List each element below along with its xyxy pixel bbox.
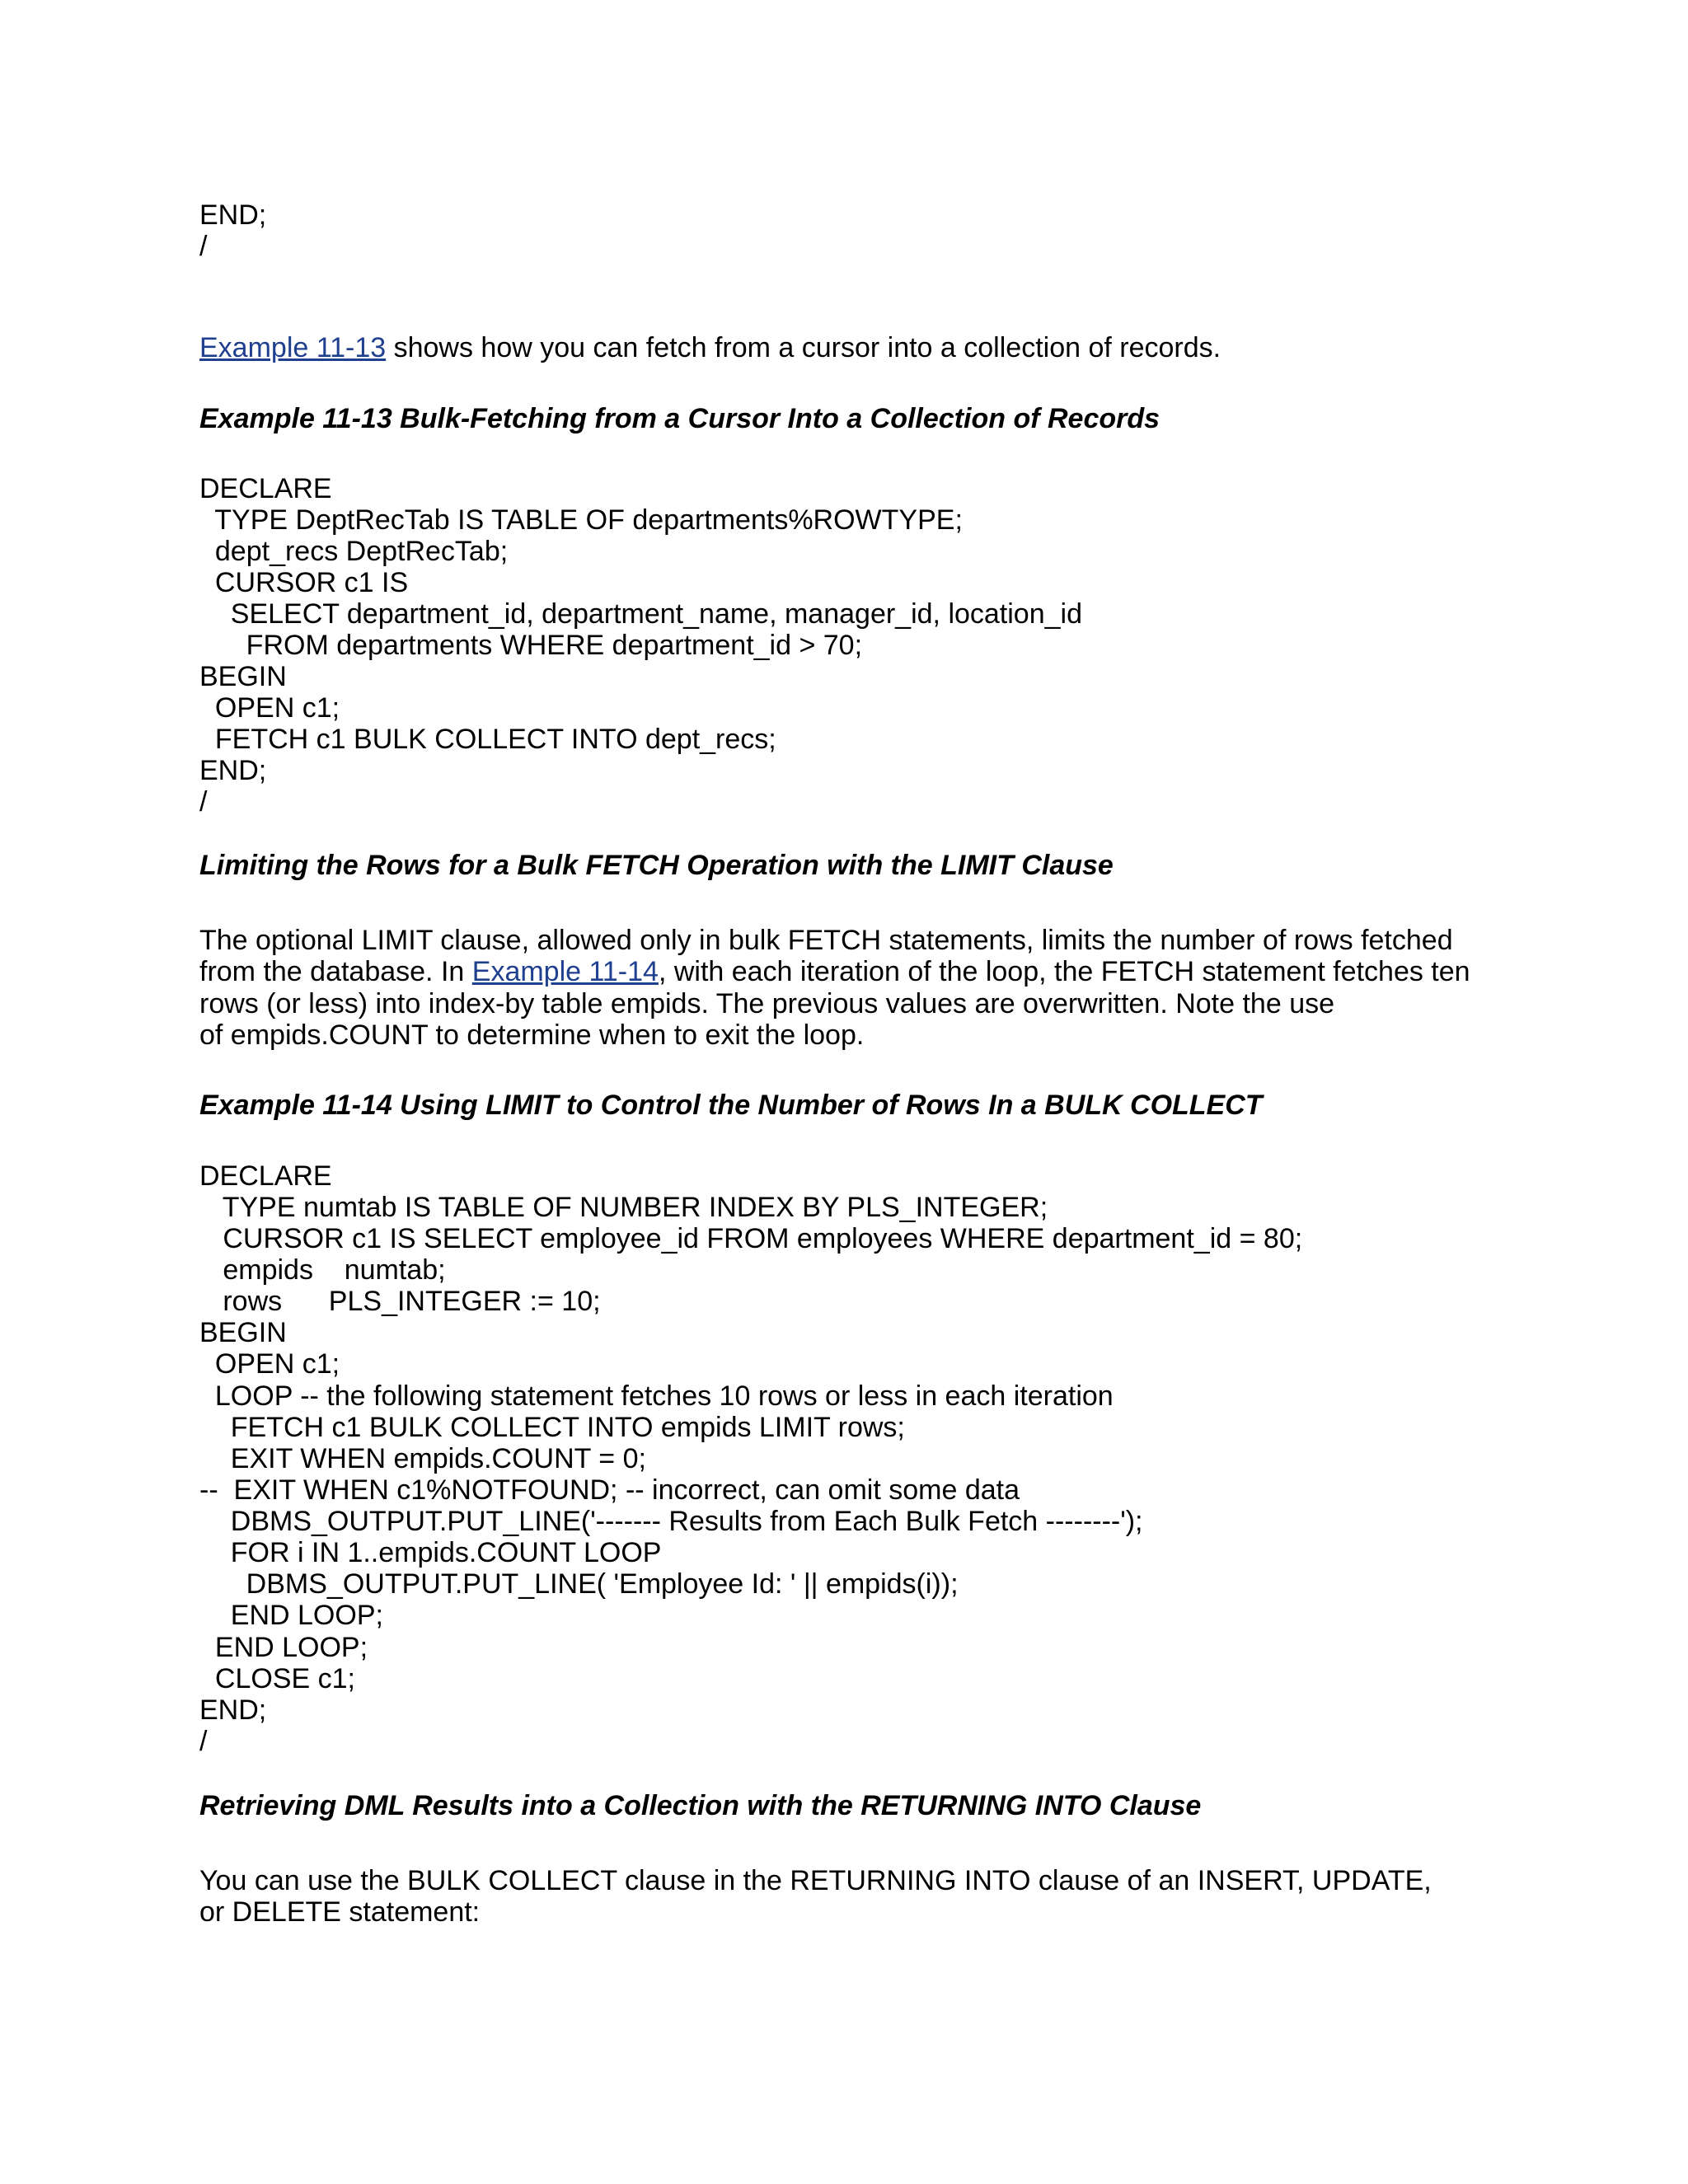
paragraph-line [199, 956, 1470, 987]
intro-text: shows how you can fetch from a cursor into a collection of records. [386, 332, 1221, 363]
code-line: TYPE numtab IS TABLE OF NUMBER INDEX BY PLS_INTEGER; [199, 1192, 1048, 1223]
code-line: / [199, 786, 208, 818]
code-line: rows PLS_INTEGER := 10; [199, 1286, 601, 1317]
code-line: FROM departments WHERE department_id > 70; [199, 630, 863, 661]
code-line: TYPE DeptRecTab IS TABLE OF departments%ROWTYPE; [199, 504, 963, 536]
code-line: dept_recs DeptRecTab; [199, 536, 509, 567]
limit-section-heading: Limiting the Rows for a Bulk FETCH Operation with the LIMIT Clause [199, 850, 1114, 881]
code-line: END; [199, 1694, 267, 1726]
code-line: empids numtab; [199, 1254, 446, 1286]
code-line: DBMS_OUTPUT.PUT_LINE('------- Results from Each Bulk Fetch --------'); [199, 1506, 1143, 1537]
example-11-13-link[interactable]: Example 11-13 [199, 332, 387, 363]
code-line: -- EXIT WHEN c1%NOTFOUND; -- incorrect, can omit some data [199, 1474, 1020, 1506]
code-line: FETCH c1 BULK COLLECT INTO empids LIMIT rows; [199, 1412, 905, 1443]
code-line: FETCH c1 BULK COLLECT INTO dept_recs; [199, 724, 776, 755]
paragraph-line: The optional LIMIT clause, allowed only in bulk FETCH statements, limits the number of rows fetched [199, 925, 1453, 956]
paragraph-line: rows (or less) into index-by table empids. The previous values are overwritten. Note the use [199, 988, 1335, 1019]
example-11-14-link[interactable]: Example 11-14 [471, 956, 659, 987]
code-line: CLOSE c1; [199, 1663, 355, 1694]
code-line: BEGIN [199, 1317, 287, 1348]
code-line: FOR i IN 1..empids.COUNT LOOP [199, 1537, 662, 1568]
code-line: CURSOR c1 IS [199, 567, 409, 598]
returning-section-heading: Retrieving DML Results into a Collection with the RETURNING INTO Clause [199, 1790, 1202, 1821]
code-line: CURSOR c1 IS SELECT employee_id FROM employees WHERE department_id = 80; [199, 1223, 1303, 1254]
code-line: END; [199, 199, 267, 231]
code-line: SELECT department_id, department_name, manager_id, location_id [199, 598, 1082, 630]
paragraph-text: from the database. In [199, 956, 472, 987]
paragraph-line: or DELETE statement: [199, 1896, 481, 1928]
code-line: END LOOP; [199, 1632, 368, 1663]
code-line: BEGIN [199, 661, 287, 692]
document-page [199, 0, 1518, 2184]
code-line: / [199, 231, 208, 262]
code-line: DBMS_OUTPUT.PUT_LINE( 'Employee Id: ' || empids(i)); [199, 1568, 959, 1600]
code-line: LOOP -- the following statement fetches 10 rows or less in each iteration [199, 1380, 1114, 1412]
code-line: END LOOP; [199, 1600, 383, 1631]
code-line: DECLARE [199, 1160, 332, 1192]
code-line: DECLARE [199, 473, 332, 504]
paragraph-line: of empids.COUNT to determine when to exit the loop. [199, 1019, 865, 1051]
code-line: OPEN c1; [199, 692, 340, 724]
paragraph-line: You can use the BULK COLLECT clause in the RETURNING INTO clause of an INSERT, UPDATE, [199, 1865, 1432, 1896]
example-11-14-title: Example 11-14 Using LIMIT to Control the Number of Rows In a BULK COLLECT [199, 1090, 1263, 1121]
example-11-13-title: Example 11-13 Bulk-Fetching from a Cursor Into a Collection of Records [199, 403, 1160, 434]
code-line: OPEN c1; [199, 1348, 340, 1380]
paragraph-text: , with each iteration of the loop, the FETCH statement fetches ten [658, 956, 1470, 987]
intro-paragraph [199, 332, 1221, 363]
code-line: / [199, 1726, 208, 1757]
code-line: EXIT WHEN empids.COUNT = 0; [199, 1443, 646, 1474]
code-line: END; [199, 755, 267, 786]
